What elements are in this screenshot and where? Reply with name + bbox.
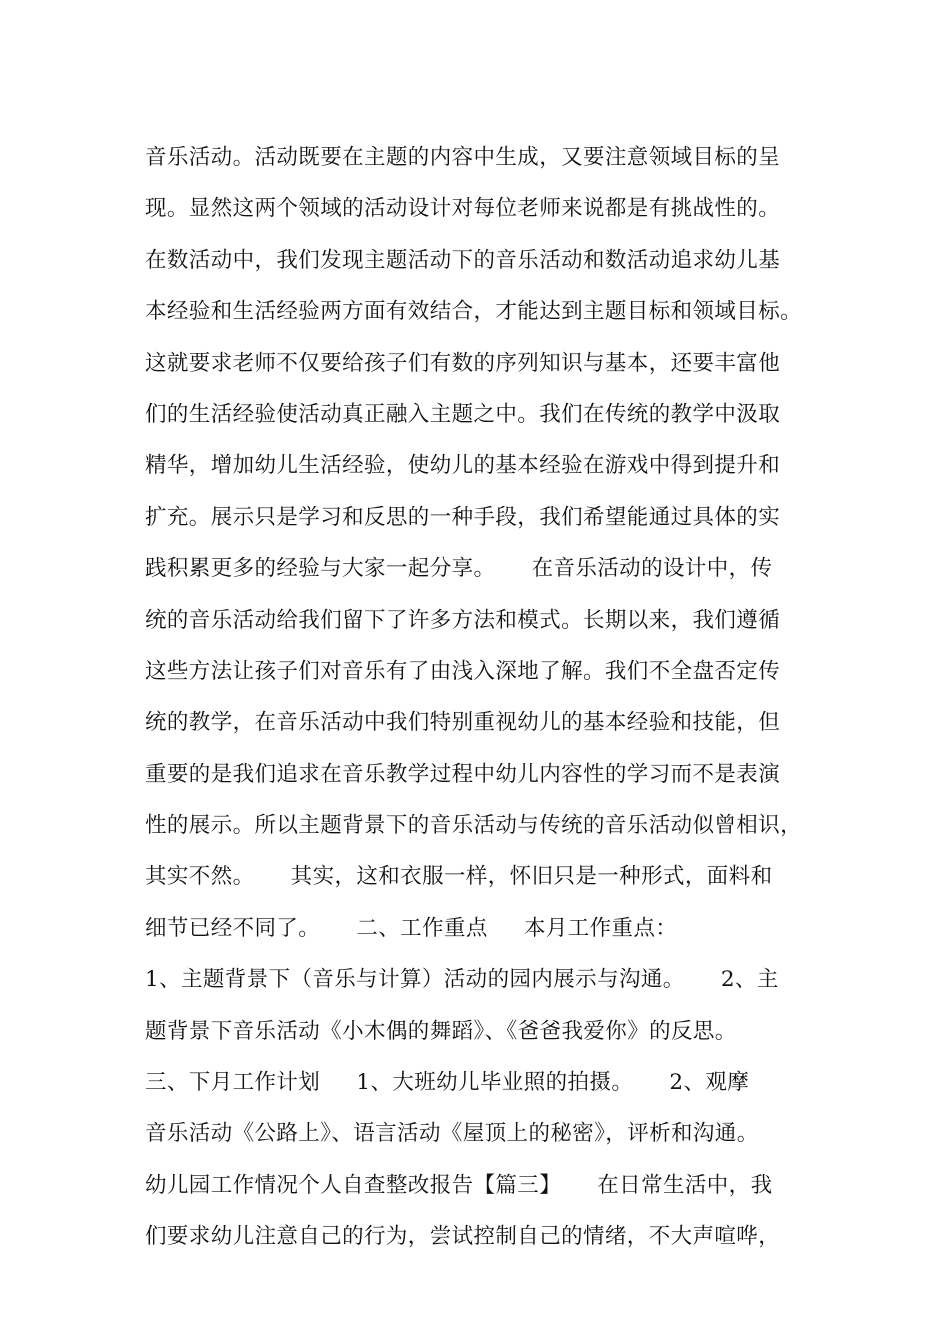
text-line: 性的展示。所以主题背景下的音乐活动与传统的音乐活动似曾相识， [145, 813, 803, 839]
text-line: 三、下月工作计划 1、大班幼儿毕业照的拍摄。 2、观摩 [145, 1070, 750, 1096]
text-line: 在数活动中，我们发现主题活动下的音乐活动和数活动追求幼儿基 [145, 247, 781, 273]
text-line: 题背景下音乐活动《小木偶的舞蹈》、《爸爸我爱你》的反思。 [145, 1018, 737, 1044]
text-line: 精华，增加幼儿生活经验，使幼儿的基本经验在游戏中得到提升和 [145, 453, 781, 479]
text-line: 们的生活经验使活动真正融入主题之中。我们在传统的教学中汲取 [145, 401, 781, 427]
document-body [145, 132, 825, 1263]
text-line: 1、主题背景下（音乐与计算）活动的园内展示与沟通。 2、主 [145, 967, 779, 993]
text-line: 这些方法让孩子们对音乐有了由浅入深地了解。我们不全盘否定传 [145, 658, 781, 684]
text-line: 细节已经不同了。 二、工作重点 本月工作重点： [145, 915, 678, 941]
text-line: 其实不然。 其实，这和衣服一样，怀旧只是一种形式，面料和 [145, 864, 773, 890]
text-line: 统的音乐活动给我们留下了许多方法和模式。长期以来，我们遵循 [145, 607, 781, 633]
text-line: 扩充。展示只是学习和反思的一种手段，我们希望能通过具体的实 [145, 504, 781, 530]
text-line: 统的教学，在音乐活动中我们特别重视幼儿的基本经验和技能，但 [145, 710, 781, 736]
text-line: 音乐活动。活动既要在主题的内容中生成，又要注意领域目标的呈 [145, 145, 781, 170]
text-line: 践积累更多的经验与大家一起分享。 在音乐活动的设计中，传 [145, 556, 773, 582]
text-line: 音乐活动《公路上》、语言活动《屋顶上的秘密》，评析和沟通。 [145, 1121, 759, 1147]
text-line: 重要的是我们追求在音乐教学过程中幼儿内容性的学习而不是表演 [145, 761, 781, 787]
text-line: 这就要求老师不仅要给孩子们有数的序列知识与基本，还要丰富他 [145, 350, 781, 376]
text-line: 幼儿园工作情况个人自查整改报告【篇三】 在日常生活中，我 [145, 1172, 773, 1198]
text-line: 本经验和生活经验两方面有效结合，才能达到主题目标和领域目标。 [145, 299, 803, 325]
text-line: 现。显然这两个领域的活动设计对每位老师来说都是有挑战性的。 [145, 196, 781, 222]
text-line: 们要求幼儿注意自己的行为，尝试控制自己的情绪，不大声喧哗， [145, 1224, 781, 1250]
